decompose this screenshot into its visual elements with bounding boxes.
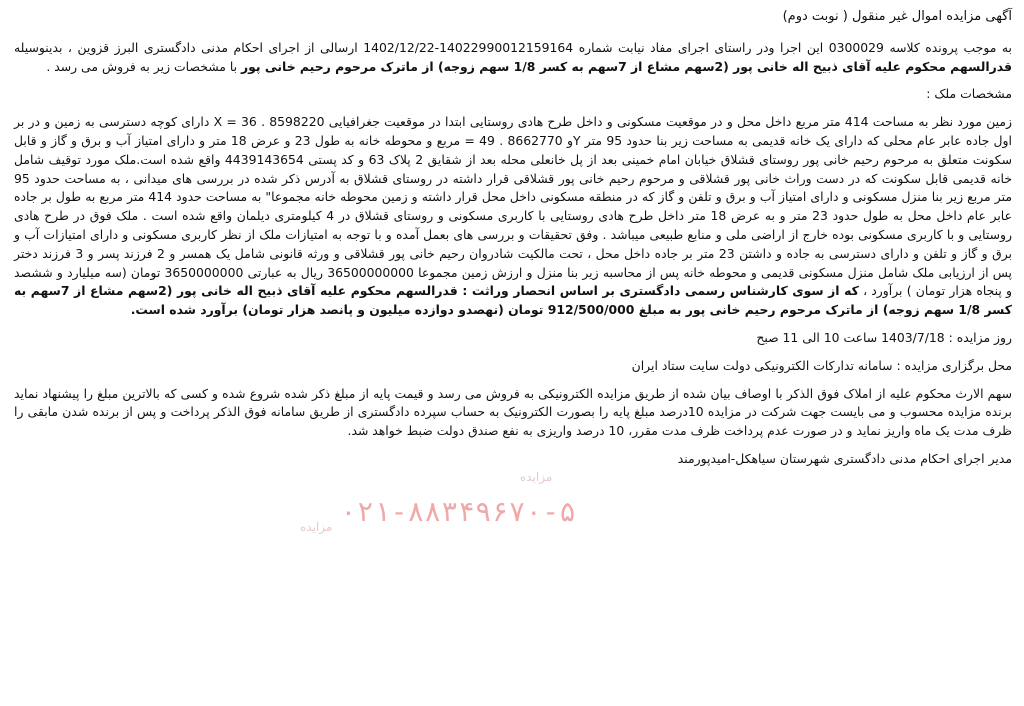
venue-line — [14, 357, 1012, 376]
auction-terms: سهم الارث محکوم علیه از املاک فوق الذکر با اوصاف بیان شده از طریق مزایده الکترونیکی به فروش می رسد و قیمت پایه از مبلغ ذکر شده شروع شده و کسی که بالاترین مبلغ را پیشنهاد نماید برنده مزایده محسوب و می بایست جهت شرکت در مزایده 10درصد مبلغ پایه را بصورت الکترونیک به حساب سپرده دادگستری از طریق سامانه فوق الذکر پرداخت و پس از برنده شدن مابقی را ظرف مدت یک ماه واریز نماید و در صورت عدم پرداخت ظرف مدت مقرر، 10 درصد واریزی به نفع صندق دولت ضبط خواهد شد. — [14, 385, 1012, 439]
specs-heading: مشخصات ملک : — [926, 86, 1012, 102]
watermark-site-2: مزایده — [300, 520, 333, 534]
auction-date-line — [14, 329, 1012, 348]
intro-share-bold: قدرالسهم محکوم علیه آقای ذبیح اله خانی پور (2سهم مشاع از 7سهم به کسر 1/8 سهم زوجه) از ماترک مرحوم رحیم خانی پور — [240, 58, 1012, 74]
intro-tail: با مشخصات زیر به فروش می رسد . — [46, 58, 241, 74]
property-description — [14, 113, 1012, 320]
watermark-site-1: مزایده — [520, 470, 553, 484]
venue-label: محل برگزاری مزایده : — [892, 357, 1012, 373]
venue-value: سامانه تدارکات الکترونیکی دولت سایت ستاد ایران — [631, 357, 893, 373]
intro-paragraph — [14, 39, 1012, 77]
signature: مدیر اجرای احکام مدنی دادگستری شهرستان سیاهکل-امیدپورمند — [677, 450, 1012, 466]
appraisal-bold: که از سوی کارشناس رسمی دادگستری بر اساس انحصار وراثت : قدرالسهم محکوم علیه آقای ذبیح اله خانی پور (2سهم مشاع از 7سهم به کسر 1/8 سهم زوجه) از ماترک مرحوم رحیم خانی پور به مبلغ 912/500/000 تومان (نهصدو دوازده میلیون و پانصد هزار تومان) برآورد شده است. — [14, 283, 1012, 318]
property-text: زمین مورد نظر به مساحت 414 متر مربع داخل محل و در موقعیت مسکونی و داخل طرح هادی روستایی ابتدا در موقعیت جغرافیایی 8598220 . 36 = X دارای کوچه دسترسی به زمین و در بر اول جاده عابر عام محلی که دارای یک خانه قدیمی به مساحت زیر بنا حدود 95 متر Yو 8662770 . 49 = مربع و محوطه خانه به طول 23 و عرض 18 متر و دارای امتیاز آب و برق و گاز و قابل سکونت متعلق به مرحوم رحیم خانی پور روستای قشلاق خیابان امام خمینی بعد از پل خانعلی محله بعد از شقایق 2 پلاک 63 و کد پستی 4439143654 واقع شده است.ملک مورد توقیف شامل خانه قدیمی قابل سکونت که در دست وراث خانی پور قشلاقی و مرحوم رحیم خانی پور قشلاقی قرار داشته در روستای قشلاق به آدرس ذکر شده در بررسی های میدانی ، به مساحت حدود 95 متر مربع زیر بنا منزل مسکونی و دارای امتیاز آب و برق و تلفن و گاز که در منطقه مسکونی داخل محل قرار داشته و زمین محوطه خانه مجموعا" به مساحت حدود 414 متر مربع به طول بر جاده عابر عام داخل محل به طول حدود 23 متر و به عرض 18 متر داخل طرح هادی روستایی با کاربری مسکونی و روستای قشلاق در 4 کیلومتری دیلمان واقع شده است . ملک فوق در طرح هادی روستایی و با کاربری مسکونی بوده خارج از اراضی ملی و منابع طبیعی میباشد . وفق تحقیقات و بررسی های بعمل آمده و با توجه به امتیازات ملک از نظر کاربری مسکونی و دارای امتیازات آب و برق و گاز و تلفن و دارای دسترسی به جاده و داشتن 23 متر بر جاده داخل محل ، تحت مالکیت شادروان رحیم خانی پور قشلاقی و ورثه قانونی شامل یک همسر و 2 فرزند پسر و 3 فرزند دختر پس از ارزیابی ملک شامل منزل مسکونی قدیمی و محوطه خانه پس از محاسبه زیر بنا منزل و ارزش زمین مجموعا 36500000000 ریال به عبارتی 3650000000 تومان (سه میلیارد و ششصد و پنجاه هزار تومان ) برآورد ، — [14, 114, 1013, 299]
watermark-phone: ۰۲۱-۸۸۳۴۹۶۷۰-۵ — [340, 495, 577, 528]
auction-date-label: روز مزایده : — [944, 329, 1012, 345]
notice-title: آگهی مزایده اموال غیر منقول ( نوبت دوم) — [782, 9, 1012, 24]
intro-text: به موجب پرونده کلاسه 0300029 این اجرا ودر راستای اجرای مفاد نیابت شماره 14022990012159164-1402/12/22 ارسالی از اجرای احکام مدنی دادگستری البرز قزوین ، بدینوسیله — [14, 39, 1012, 55]
auction-date-value: 1403/7/18 ساعت 10 الی 11 صبح — [756, 329, 945, 345]
